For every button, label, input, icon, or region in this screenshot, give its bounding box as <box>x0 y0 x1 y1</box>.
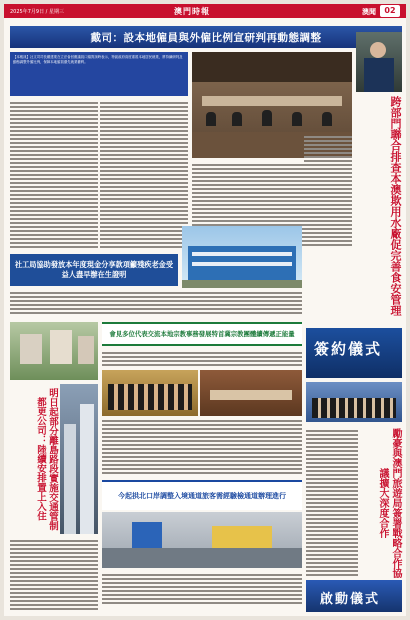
story6-headline: 今起拱北口岸調整入境通道旅客需經驗檢通道辦理進行 <box>118 492 286 500</box>
story7-photo-launch <box>306 580 402 612</box>
story5-body-mid <box>102 418 302 476</box>
story2-headline: 跨部門聯合排查本澳欺用水廠促完善食安管理 <box>389 96 402 316</box>
story7-headline: 勵豪與澳門旅遊局簽署戰略合作協議擴大深度合作 <box>377 428 401 578</box>
section-label: 澳聞 <box>362 8 376 16</box>
page-number: 02 <box>380 5 400 17</box>
story4-photo-group <box>102 370 198 416</box>
story1-lead-box <box>10 52 188 96</box>
story3-headline: 社工局協助發放本年度現金分享款項籲殘疾老金受益人盡早辦在生證明 <box>14 260 174 279</box>
story1-headline: 戴司：設本地僱員與外僱比例宣研判再動態調整 <box>90 31 322 44</box>
story7-body <box>306 428 358 578</box>
story7-launch-text: 啟動儀式 <box>320 592 381 607</box>
issue-date: 2025年7月9日 / 星期三 <box>10 9 64 15</box>
story4-photo-meeting <box>200 370 302 416</box>
story4-headline-banner <box>102 322 302 346</box>
story1-headline-banner <box>10 26 402 48</box>
newspaper-page <box>4 4 406 616</box>
story7-photo-ceremony <box>306 382 402 422</box>
story7-photo-signing <box>306 328 402 378</box>
story6-body <box>102 572 302 612</box>
story7-sign-text: 簽約儀式 <box>314 340 383 358</box>
story1-lead: 【本報訊】社文司司長戴建業在立法會回應議員口頭質詢時表示，特區政府高度重視本地居民就業，將持續研判及動態調整外僱比例，保障本地僱員優先就業權利。 <box>13 55 183 64</box>
story3-photo-building <box>182 226 302 288</box>
story5-photo-towers <box>60 384 98 534</box>
masthead-bar <box>4 4 406 18</box>
story3-body <box>10 290 302 318</box>
story3-headline-banner <box>10 254 178 286</box>
story1-body-col2 <box>100 100 188 250</box>
story5-body-left <box>10 538 98 612</box>
story4-headline: 會見多位代表交流本地宗教事務發展特首冀宗教團體續傳遞正能量 <box>109 329 295 338</box>
story5-headline: 明日起部分離島路段實施交通管制 都更公司：陸續安排置上入住 <box>35 387 58 531</box>
story5-photo-estate <box>10 322 98 380</box>
story1-body-col1 <box>10 100 98 250</box>
story2-photo-inspection <box>356 32 402 92</box>
story4-body <box>102 350 302 368</box>
story2-body <box>304 134 352 244</box>
story6-photo-checkpoint <box>102 512 302 568</box>
story6-headline-banner <box>102 480 302 510</box>
masthead-title: 澳門時報 <box>174 7 210 16</box>
